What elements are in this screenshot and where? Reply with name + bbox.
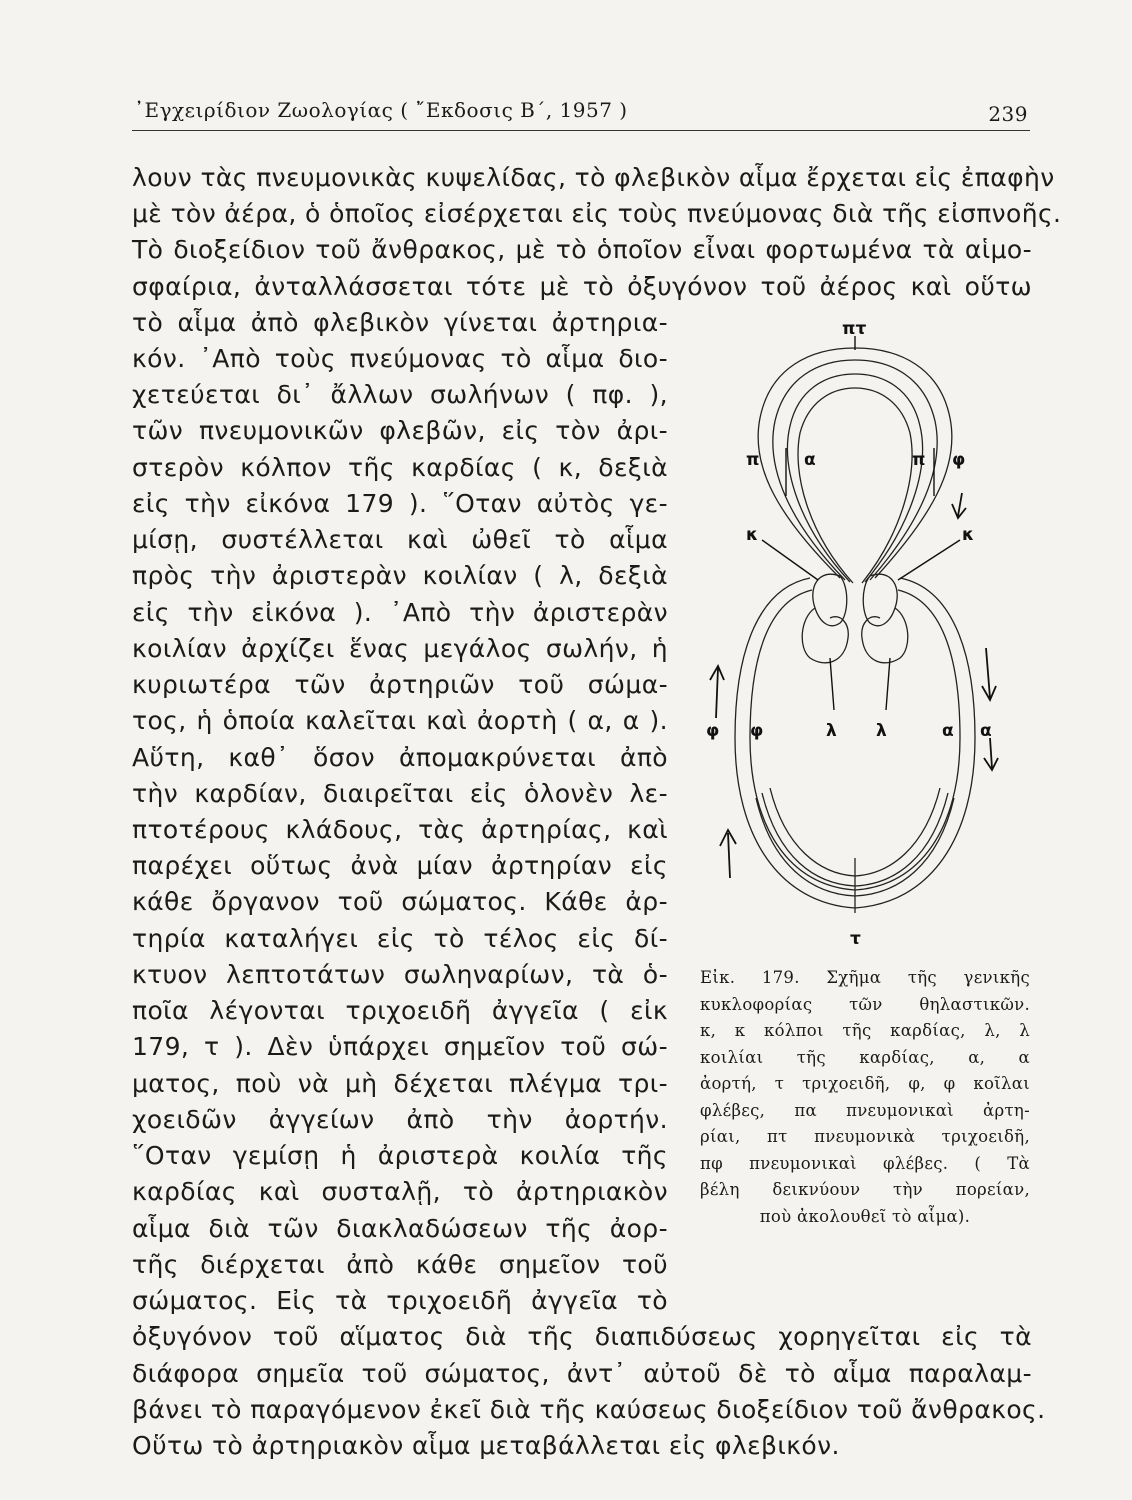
text-line: κτυον λεπτοτάτων σωληναρίων, τὰ ὁ- bbox=[132, 960, 668, 989]
text-line: ὀξυγόνον τοῦ αἵματος διὰ τῆς διαπιδύσεως χορηγεῖται εἰς τὰ bbox=[132, 1322, 1032, 1351]
label-lambda-left: λ bbox=[826, 721, 837, 741]
label-phi-top: φ bbox=[952, 450, 966, 470]
text-line: κυριωτέρα τῶν ἀρτηριῶν τοῦ σώμα- bbox=[132, 670, 668, 699]
text-line: εἰς τὴν εἰκόνα ). ᾿Απὸ τὴν ἀριστερὰν bbox=[132, 598, 668, 627]
text-line: ματος, ποὺ νὰ μὴ δέχεται πλέγμα τρι- bbox=[132, 1069, 668, 1098]
page-number: 239 bbox=[988, 102, 1028, 126]
text-line: μὲ τὸν ἀέρα, ὁ ὁποῖος εἰσέρχεται εἰς τοὺς πνεύμονας διὰ τῆς εἰσπνοῆς. bbox=[132, 199, 1062, 228]
text-line: τῶν πνευμονικῶν φλεβῶν, εἰς τὸν ἀρι- bbox=[132, 416, 668, 445]
heart-chambers bbox=[802, 574, 908, 663]
text-line: καρδίας καὶ συσταλῇ, τὸ ἀρτηριακὸν bbox=[132, 1177, 668, 1206]
text-line: τος, ἡ ὁποία καλεῖται καὶ ἀορτὴ ( α, α ). bbox=[132, 706, 668, 735]
label-k-left: κ bbox=[746, 525, 759, 545]
label-t: τ bbox=[850, 929, 861, 949]
text-line: πτοτέρους κλάδους, τὰς ἀρτηρίας, καὶ bbox=[132, 815, 668, 844]
running-header bbox=[132, 96, 1030, 131]
caption-line: πφ πνευμονικαὶ φλέβες. ( Τὰ bbox=[700, 1153, 1030, 1173]
text-line: κοιλίαν ἀρχίζει ἕνας μεγάλος σωλήν, ἡ bbox=[132, 634, 668, 663]
caption-line: Εἰκ. 179. Σχῆμα τῆς γενικῆς bbox=[700, 968, 1030, 987]
text-line: κάθε ὄργανον τοῦ σώματος. Κάθε ἀρ- bbox=[132, 887, 668, 916]
text-line: τῆς διέρχεται ἀπὸ κάθε σημεῖον τοῦ bbox=[132, 1250, 668, 1279]
label-phi-left-inner: φ bbox=[750, 721, 764, 741]
circulation-diagram bbox=[690, 318, 1030, 958]
label-phi-left-outer: φ bbox=[706, 721, 720, 741]
text-line: τὴν καρδίαν, διαιρεῖται εἰς ὁλονὲν λε- bbox=[132, 779, 668, 808]
label-a-right-outer: α bbox=[980, 721, 992, 741]
label-pt: πτ bbox=[842, 319, 867, 339]
text-line: ῞Οταν γεμίσῃ ἡ ἀριστερὰ κοιλία τῆς bbox=[132, 1141, 668, 1170]
text-line: στερὸν κόλπον τῆς καρδίας ( κ, δεξιὰ bbox=[132, 453, 668, 482]
label-a-right-inner: α bbox=[942, 721, 954, 741]
text-line: αἷμα διὰ τῶν διακλαδώσεων τῆς ἀορ- bbox=[132, 1214, 668, 1243]
caption-line: κυκλοφορίας τῶν θηλαστικῶν. bbox=[700, 994, 1030, 1014]
label-p-right: π bbox=[912, 450, 926, 470]
text-line: ποῖα λέγονται τριχοειδῆ ἀγγεῖα ( εἰκ bbox=[132, 996, 668, 1025]
text-line: μίσῃ, συστέλλεται καὶ ὠθεῖ τὸ αἷμα bbox=[132, 525, 668, 554]
text-line: διάφορα σημεῖα τοῦ σώματος, ἀντ᾿ αὐτοῦ δὲ τὸ αἷμα παραλαμ- bbox=[132, 1359, 1032, 1388]
caption-line: ποὺ ἀκολουθεῖ τὸ αἷμα). bbox=[759, 1206, 971, 1226]
label-k-right: κ bbox=[962, 525, 975, 545]
caption-line: κ, κ κόλποι τῆς καρδίας, λ, λ bbox=[700, 1021, 1030, 1040]
text-line: Οὕτω τὸ ἀρτηριακὸν αἷμα μεταβάλλεται εἰς φλεβικόν. bbox=[132, 1431, 840, 1460]
text-line: χετεύεται δι᾿ ἄλλων σωλήνων ( πφ. ), bbox=[132, 380, 668, 409]
caption-line: φλέβες, πα πνευμονικαὶ ἀρτη- bbox=[700, 1100, 1030, 1120]
text-line: τὸ αἷμα ἀπὸ φλεβικὸν γίνεται ἀρτηρια- bbox=[132, 308, 668, 337]
text-line: σφαίρια, ἀνταλλάσσεται τότε μὲ τὸ ὀξυγόνον τοῦ ἀέρος καὶ οὕτω bbox=[132, 272, 1032, 301]
text-line: 179, τ ). Δὲν ὑπάρχει σημεῖον τοῦ σώ- bbox=[132, 1032, 668, 1061]
text-line: χοειδῶν ἀγγείων ἀπὸ τὴν ἀορτήν. bbox=[132, 1105, 668, 1134]
caption-line: βέλη δεικνύουν τὴν πορείαν, bbox=[700, 1180, 1030, 1199]
text-line: τηρία καταλήγει εἰς τὸ τέλος εἰς δί- bbox=[132, 924, 668, 953]
text-line: βάνει τὸ παραγόμενον ἐκεῖ διὰ τῆς καύσεως διοξείδιον τοῦ ἄνθρακος. bbox=[132, 1395, 1046, 1424]
text-line: κόν. ᾿Απὸ τοὺς πνεύμονας τὸ αἷμα διο- bbox=[132, 344, 668, 373]
figure-caption bbox=[700, 965, 1030, 1230]
systemic-loop bbox=[735, 578, 975, 913]
text-line: Αὕτη, καθ᾿ ὅσον ἀπομακρύνεται ἀπὸ bbox=[132, 743, 668, 772]
text-line: πρὸς τὴν ἀριστερὰν κοιλίαν ( λ, δεξιὰ bbox=[132, 561, 668, 590]
caption-line: ἀορτή, τ τριχοειδῆ, φ, φ κοῖλαι bbox=[700, 1074, 1030, 1093]
label-lambda-right: λ bbox=[876, 721, 887, 741]
text-line: παρέχει οὕτως ἀνὰ μίαν ἀρτηρίαν εἰς bbox=[132, 851, 668, 880]
text-line: εἰς τὴν εἰκόνα 179 ). ῞Οταν αὐτὸς γε- bbox=[132, 489, 668, 518]
label-a-top: α bbox=[804, 450, 816, 470]
caption-line: ρίαι, πτ πνευμονικὰ τριχοειδῆ, bbox=[700, 1127, 1030, 1146]
circulation-svg bbox=[690, 318, 1030, 958]
label-p-left: π bbox=[746, 450, 760, 470]
caption-line: κοιλίαι τῆς καρδίας, α, α bbox=[700, 1047, 1030, 1067]
header-title: ᾿Εγχειρίδιον Ζωολογίας ( ῎Εκδοσις Β΄, 1957 ) bbox=[134, 98, 628, 122]
text-line: λουν τὰς πνευμονικὰς κυψελίδας, τὸ φλεβικὸν αἷμα ἔρχεται εἰς ἐπαφὴν bbox=[132, 163, 1055, 192]
text-line: σώματος. Εἰς τὰ τριχοειδῆ ἀγγεῖα τὸ bbox=[132, 1286, 668, 1315]
text-line: Τὸ διοξείδιον τοῦ ἄνθρακος, μὲ τὸ ὁποῖον εἶναι φορτωμένα τὰ αἱμο- bbox=[132, 235, 1032, 264]
